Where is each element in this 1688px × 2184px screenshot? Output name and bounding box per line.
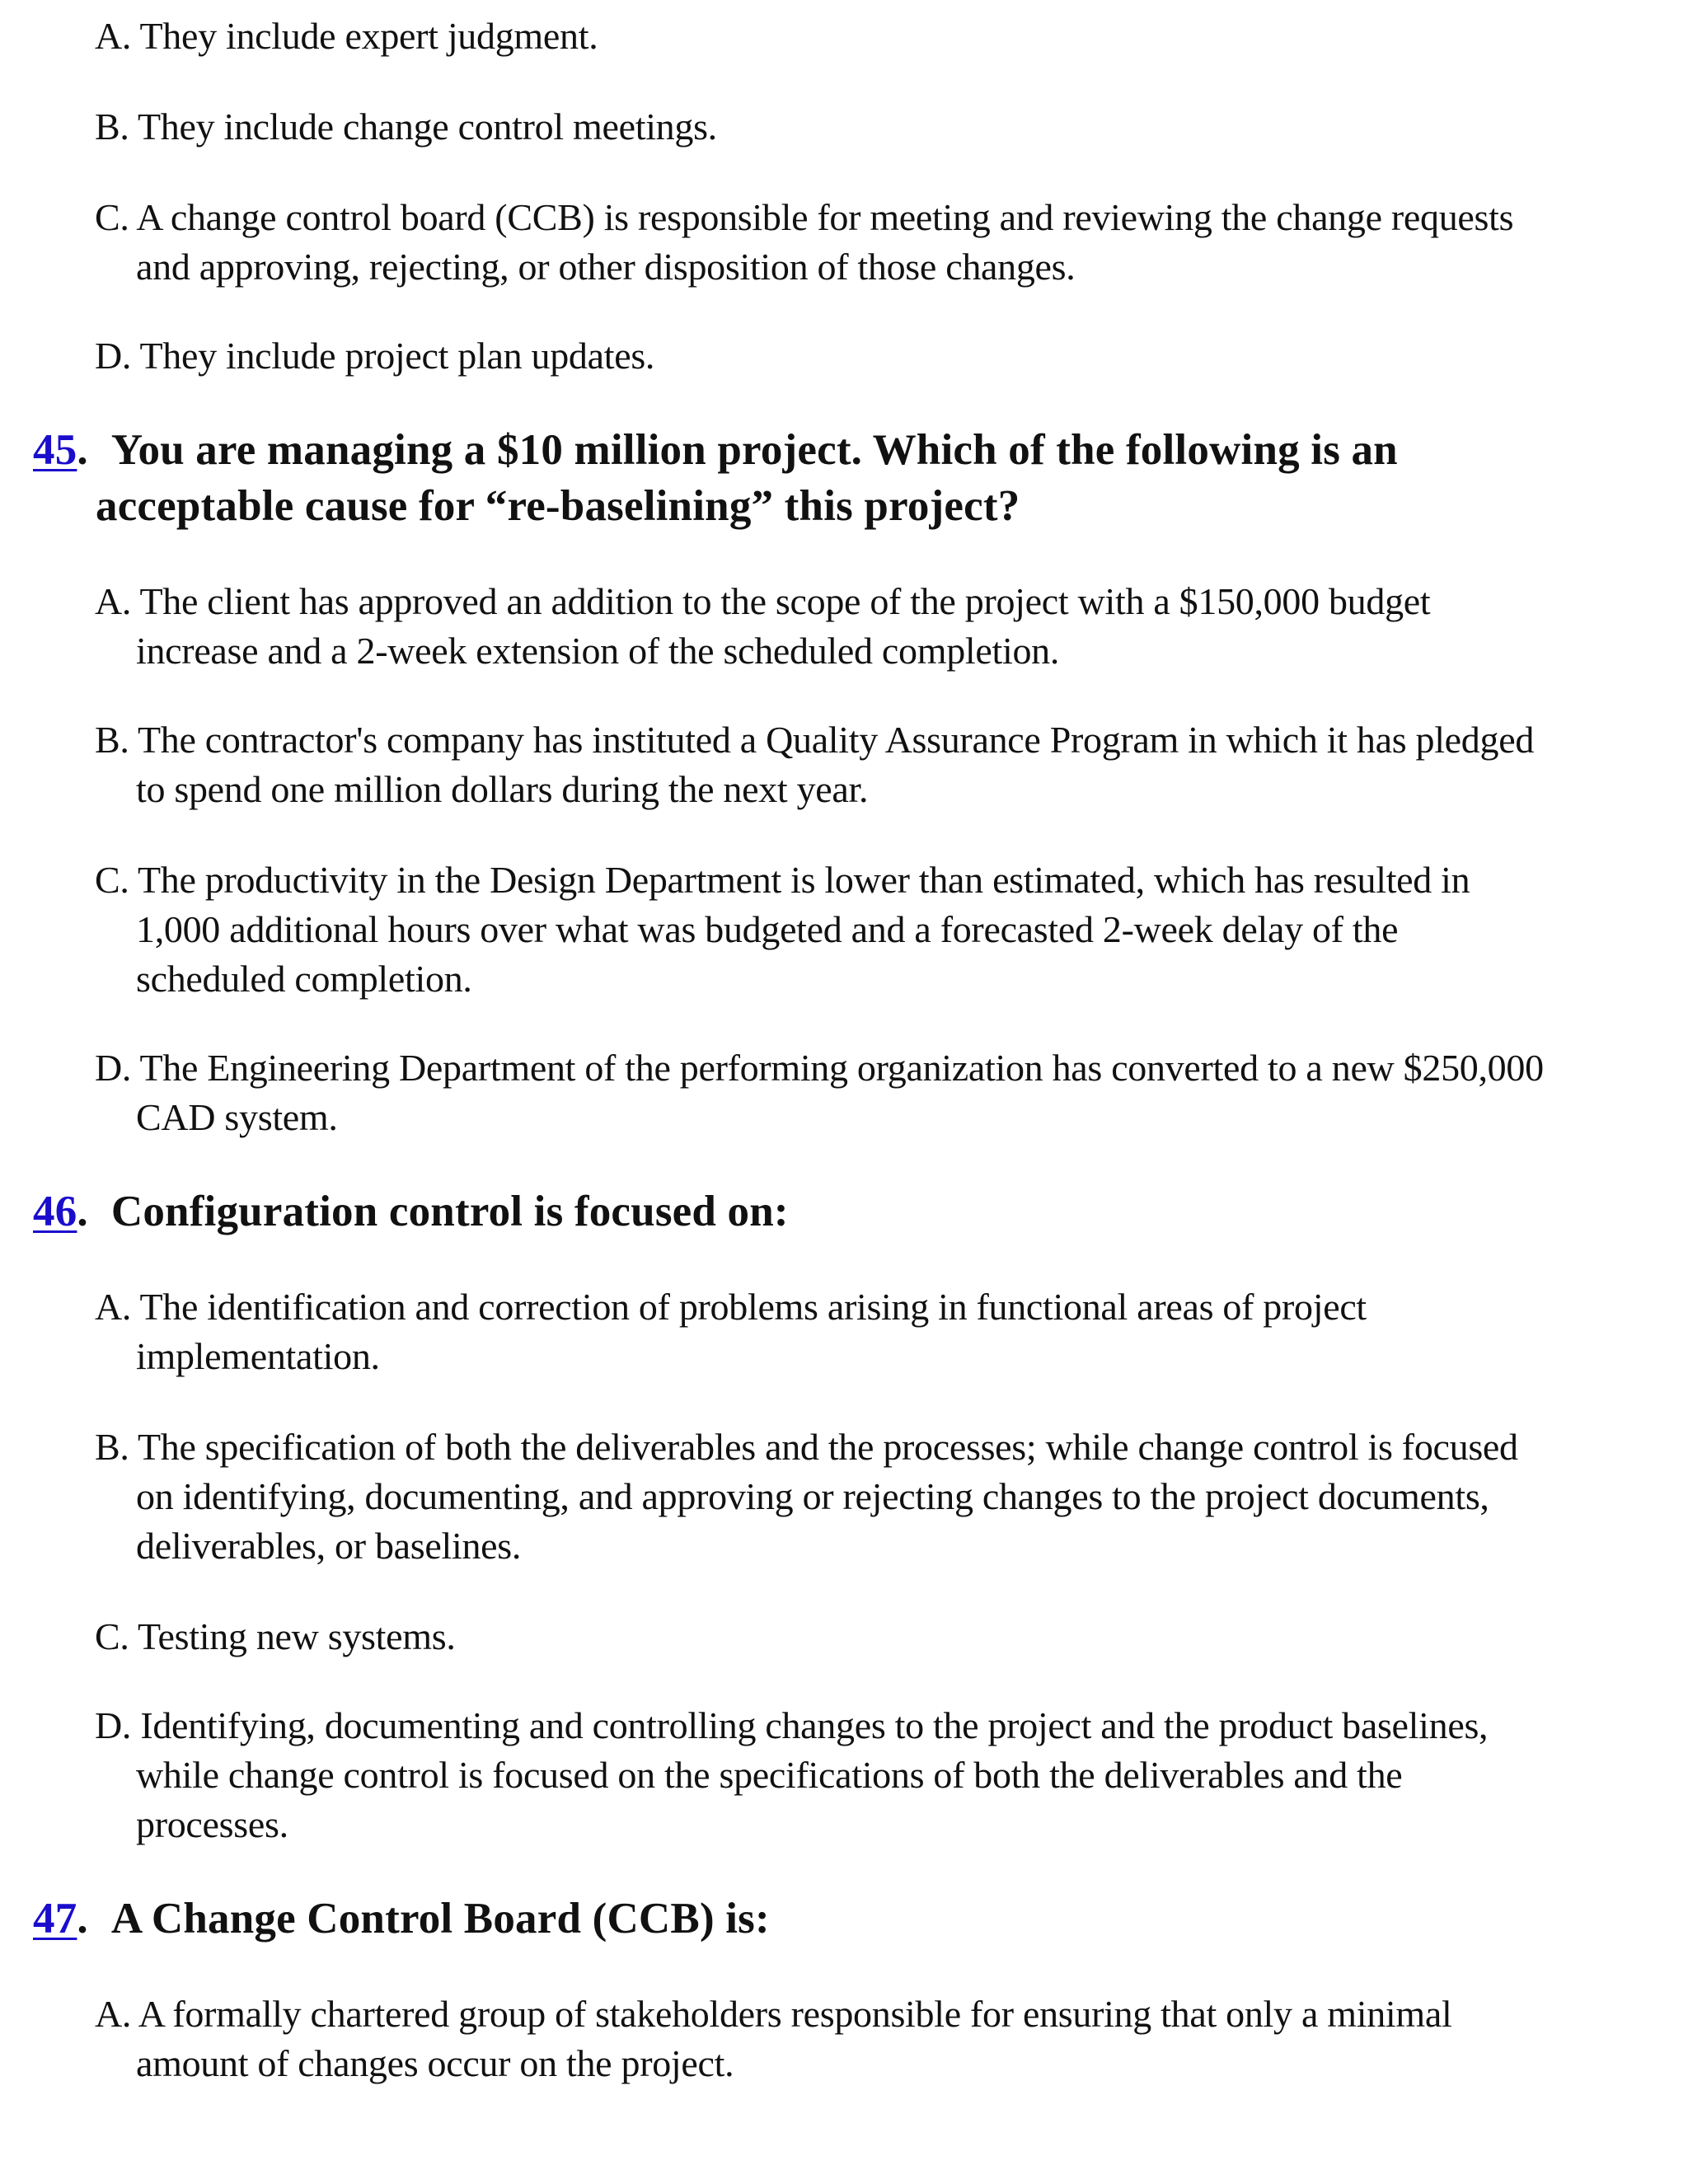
option-line: increase and a 2-week extension of the scheduled completion.	[136, 630, 1060, 672]
prev-option-d	[95, 331, 1661, 381]
prev-option-a	[95, 12, 1661, 61]
question-text: You are managing a $10 million project. Which of the following is an	[110, 426, 1398, 474]
option-line: scheduled completion.	[136, 958, 472, 1000]
option-line: B. The specification of both the deliverables and the processes; while change control is focused	[95, 1426, 1518, 1468]
question-47	[33, 1891, 1665, 1947]
option-line: deliverables, or baselines.	[136, 1525, 522, 1567]
prev-option-c	[95, 193, 1661, 292]
option-line: C. A change control board (CCB) is responsible for meeting and reviewing the change requests	[95, 196, 1514, 238]
option-line: on identifying, documenting, and approving or rejecting changes to the project documents,	[136, 1475, 1489, 1517]
question-number-link[interactable]: 47	[33, 1895, 77, 1943]
question-line: 47. A Change Control Board (CCB) is:	[33, 1895, 770, 1943]
q45-option-b	[95, 715, 1661, 814]
option-line: C. The productivity in the Design Department is lower than estimated, which has resulted in	[95, 859, 1470, 901]
question-line: acceptable cause for “re-baselining” this project?	[96, 482, 1020, 530]
option-line: D. The Engineering Department of the performing organization has converted to a new $250,000	[95, 1047, 1544, 1089]
question-45	[33, 422, 1665, 534]
option-line: CAD system.	[136, 1096, 338, 1138]
option-line: while change control is focused on the specifications of both the deliverables and the	[136, 1754, 1403, 1796]
option-line: A. A formally chartered group of stakeholders responsible for ensuring that only a minimal	[95, 1993, 1452, 2035]
q46-option-b	[95, 1422, 1661, 1571]
option-line: amount of changes occur on the project.	[136, 2042, 734, 2084]
q47-option-a	[95, 1990, 1661, 2088]
option-line: D. Identifying, documenting and controlling changes to the project and the product baselines,	[95, 1704, 1489, 1746]
option-line: D. They include project plan updates.	[95, 335, 655, 377]
option-line: A. They include expert judgment.	[95, 15, 598, 57]
prev-option-b	[95, 102, 1661, 152]
option-line: to spend one million dollars during the next year.	[136, 768, 869, 810]
q46-option-d	[95, 1701, 1661, 1849]
option-line: implementation.	[136, 1335, 380, 1377]
q46-option-c	[95, 1612, 1661, 1661]
question-text: Configuration control is focused on:	[110, 1188, 789, 1235]
question-46	[33, 1183, 1665, 1240]
option-line: B. The contractor's company has instituted a Quality Assurance Program in which it has pledged	[95, 719, 1535, 761]
question-line: 46. Configuration control is focused on:	[33, 1188, 789, 1235]
q46-option-a	[95, 1282, 1661, 1381]
option-line: A. The client has approved an addition to the scope of the project with a $150,000 budget	[95, 580, 1431, 622]
option-line: 1,000 additional hours over what was budgeted and a forecasted 2-week delay of the	[136, 908, 1399, 950]
q45-option-d	[95, 1043, 1661, 1142]
question-text: A Change Control Board (CCB) is:	[110, 1895, 770, 1943]
option-line: C. Testing new systems.	[95, 1615, 456, 1657]
option-line: B. They include change control meetings.	[95, 105, 717, 148]
option-line: A. The identification and correction of problems arising in functional areas of project	[95, 1286, 1367, 1328]
q45-option-c	[95, 855, 1661, 1004]
q45-option-a	[95, 577, 1661, 676]
option-line: processes.	[136, 1803, 288, 1845]
question-line: 45. You are managing a $10 million project. Which of the following is an	[33, 426, 1398, 474]
option-line: and approving, rejecting, or other disposition of those changes.	[136, 246, 1076, 288]
question-number-link[interactable]: 46	[33, 1188, 77, 1235]
question-number-link[interactable]: 45	[33, 426, 77, 474]
